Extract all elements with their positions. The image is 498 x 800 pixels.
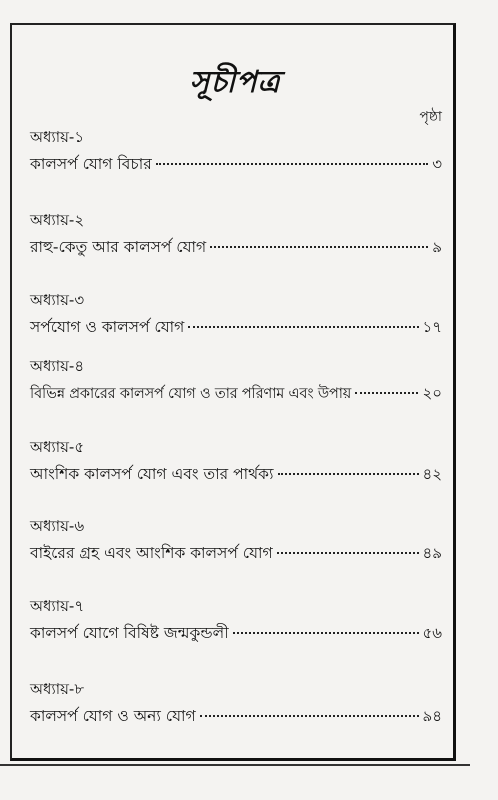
toc-entry-2 xyxy=(30,211,442,257)
chapter-line xyxy=(30,154,442,174)
toc-entry-6 xyxy=(30,517,442,563)
chapter-label: অধ্যায়-১ xyxy=(30,128,85,146)
chapter-page: ৪২ xyxy=(422,465,442,483)
dot-leader xyxy=(210,246,428,248)
chapter-page: ৫৬ xyxy=(422,624,442,642)
dot-leader xyxy=(277,552,419,554)
dot-leader xyxy=(156,163,428,165)
chapter-title: কালসর্প যোগে বিষিষ্ট জন্মকুন্ডলী xyxy=(30,624,229,642)
chapter-line xyxy=(30,706,442,726)
chapter-title: আংশিক কালসর্প যোগ এবং তার পার্থক্য xyxy=(30,465,274,483)
chapter-label: অধ্যায়-৩ xyxy=(30,291,85,309)
chapter-label: অধ্যায়-২ xyxy=(30,211,85,229)
toc-entry-8 xyxy=(30,680,442,726)
chapter-page: ৯ xyxy=(432,238,442,256)
chapter-label: অধ্যায়-৬ xyxy=(30,517,85,535)
dot-leader xyxy=(278,473,419,475)
chapter-title: কালসর্প যোগ ও অন্য যোগ xyxy=(30,707,196,725)
dot-leader xyxy=(200,715,419,717)
chapter-line xyxy=(30,464,442,484)
toc-entry-7 xyxy=(30,597,442,643)
chapter-line xyxy=(30,623,442,643)
chapter-title: বাইরের গ্রহ এবং আংশিক কালসর্প যোগ xyxy=(30,544,273,562)
dot-leader xyxy=(233,632,419,634)
dot-leader xyxy=(355,392,418,394)
dot-leader xyxy=(188,326,418,328)
chapter-title: রাহু-কেতু আর কালসর্প যোগ xyxy=(30,238,207,256)
chapter-title: সর্পযোগ ও কালসর্প যোগ xyxy=(30,318,185,336)
chapter-title: কালসর্প যোগ বিচার xyxy=(30,155,152,173)
page-column-header: পৃষ্ঠা xyxy=(419,109,442,125)
chapter-label: অধ্যায়-৮ xyxy=(30,680,85,698)
chapter-label: অধ্যায়-৭ xyxy=(30,597,85,615)
chapter-page: ৪৯ xyxy=(422,544,442,562)
toc-entry-1 xyxy=(30,128,442,174)
chapter-line xyxy=(30,317,442,337)
toc-entry-5 xyxy=(30,438,442,484)
bottom-rule xyxy=(0,764,470,766)
chapter-title: বিভিন্ন প্রকারের কালসর্প যোগ ও তার পরিণাম এবং উপায় xyxy=(30,386,352,402)
chapter-line xyxy=(30,543,442,563)
toc-entry-4 xyxy=(30,357,442,404)
chapter-page: ৩ xyxy=(432,155,442,173)
chapter-label: অধ্যায়-৪ xyxy=(30,357,85,375)
chapter-line xyxy=(30,383,442,404)
chapter-label: অধ্যায়-৫ xyxy=(30,438,85,456)
toc-entry-3 xyxy=(30,291,442,337)
chapter-page: ১৭ xyxy=(422,318,442,336)
chapter-page: ৯৪ xyxy=(422,707,442,725)
chapter-page: ২০ xyxy=(422,384,442,402)
chapter-line xyxy=(30,237,442,257)
page-title: সূচীপত্র xyxy=(189,65,281,100)
